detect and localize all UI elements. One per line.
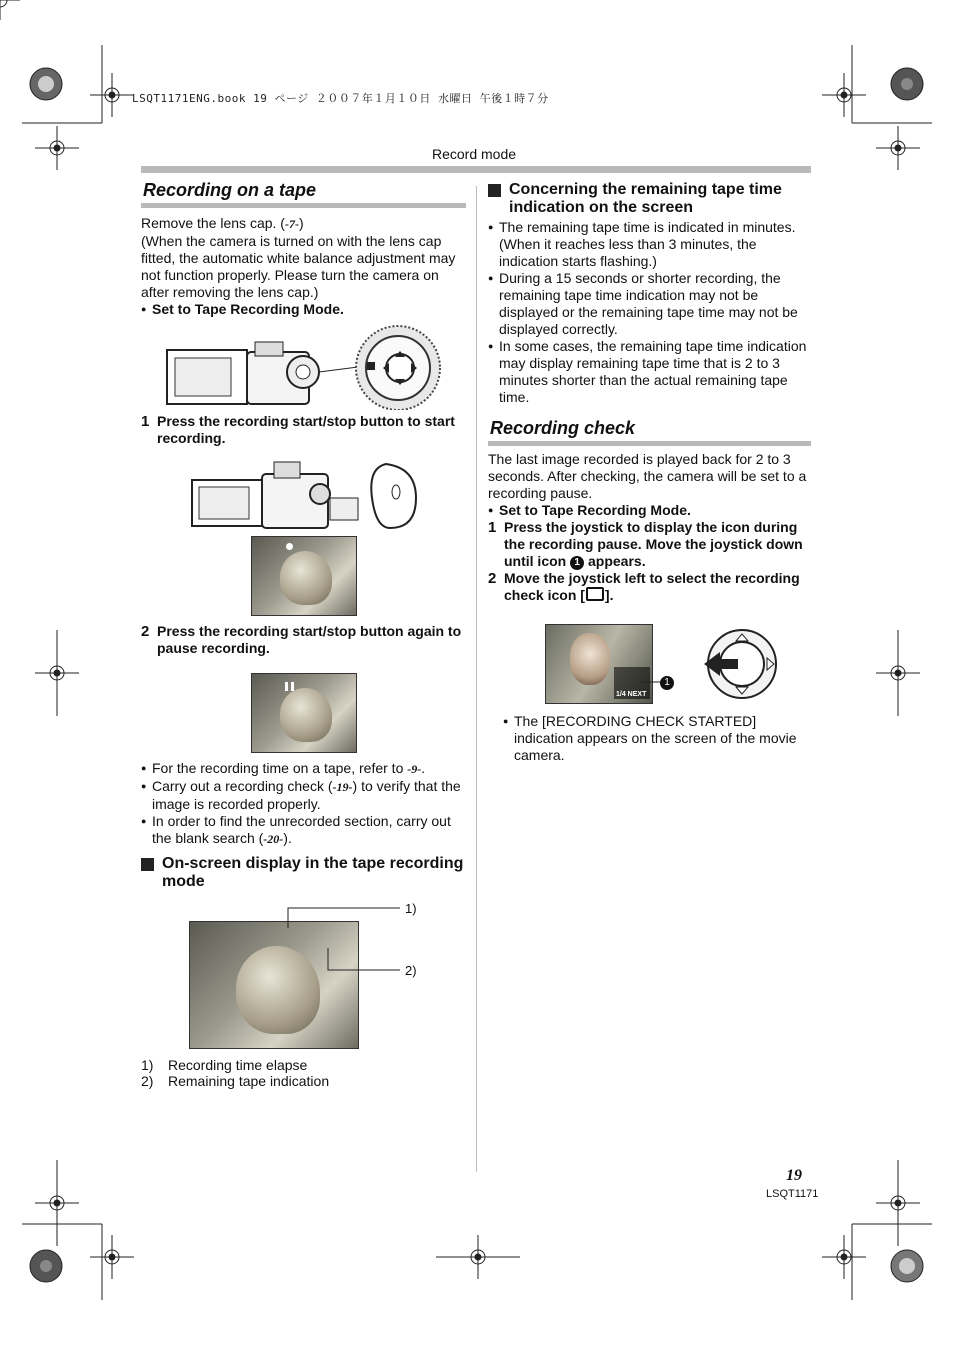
- column-divider: [476, 186, 477, 1172]
- page-ref[interactable]: -19-: [332, 780, 353, 794]
- page-ref[interactable]: -7-: [284, 217, 299, 231]
- note-recording-time: ● For the recording time on a tape, refer to -9-.: [141, 760, 466, 778]
- square-bullet-icon: [141, 858, 154, 871]
- left-column: [141, 179, 466, 318]
- intro-note: (When the camera is turned on with the lens cap fitted, the automatic white balance adjustment may not function properly. Please turn the camera on after removing the lens cap.): [141, 233, 456, 300]
- check-step-2: 2 Move the joystick left to select the recording check icon [ ].: [488, 570, 800, 603]
- check-step-1: 1 Press the joystick to display the icon during the recording pause. Move the joystick down until icon 1 appears.: [488, 519, 803, 569]
- recording-check-note: ● The [RECORDING CHECK STARTED] indication appears on the screen of the movie camera.: [503, 713, 815, 764]
- callout-number-icon: 1: [660, 676, 674, 690]
- photo-dog-recording: [251, 536, 357, 616]
- callout-number-icon: 1: [570, 556, 584, 570]
- photo-dog-paused: [251, 673, 357, 753]
- onscreen-legend: [141, 1057, 466, 1089]
- document-code: LSQT1171: [766, 1188, 819, 1200]
- joystick-left-illustration: [700, 626, 782, 702]
- intro-text: Remove the lens cap. (-7-): [141, 215, 304, 231]
- step-text: Press the recording start/stop button to start recording.: [157, 413, 455, 446]
- callout-lines: [280, 900, 410, 980]
- step-number: 2: [141, 623, 150, 640]
- callout-label-2: 2): [405, 963, 417, 978]
- subheading-remaining-tape: Concerning the remaining tape time indication on the screen: [488, 181, 811, 217]
- subheading-onscreen-display: On-screen display in the tape recording mode: [141, 855, 466, 891]
- legend-item: 1) Recording time elapse: [141, 1057, 308, 1073]
- remaining-tape-note: ● In some cases, the remaining tape time indication may display remaining tape time that is 2 to 3 minutes shorter than the actual remaining tape time.: [488, 338, 811, 406]
- screen-label: 1/4 NEXT: [616, 691, 647, 698]
- camera-start-button-illustration: [190, 458, 440, 536]
- section-title: Record mode: [432, 146, 517, 162]
- recording-check-intro: The last image recorded is played back for 2 to 3 seconds. After checking, the camera will be set to a recording pause.: [488, 451, 807, 501]
- page-number: 19: [786, 1167, 802, 1184]
- right-column: [488, 181, 811, 604]
- page-ref[interactable]: -20-: [263, 832, 284, 846]
- heading-recording-on-tape: Recording on a tape: [141, 179, 466, 208]
- set-mode-instruction: ● Set to Tape Recording Mode.: [488, 502, 811, 519]
- square-bullet-icon: [488, 184, 501, 197]
- remaining-tape-note: ● During a 15 seconds or shorter recording, the remaining tape time indication may not be displayed or the remaining tape time may not be displayed correctly.: [488, 270, 811, 338]
- set-mode-instruction: ● Set to Tape Recording Mode.: [141, 301, 466, 318]
- step-text: Press the recording start/stop button again to pause recording.: [157, 623, 462, 656]
- step-2: [141, 623, 466, 657]
- pause-icon: [285, 682, 294, 691]
- print-header: LSQT1171ENG.book 19 ページ ２００７年１月１０日 水曜日 午後１時７分: [132, 92, 549, 105]
- legend-item: 2) Remaining tape indication: [141, 1073, 330, 1089]
- note-blank-search: ● In order to find the unrecorded section, carry out the blank search (-20-).: [141, 813, 466, 848]
- page-ref[interactable]: -9-: [407, 762, 422, 776]
- camera-mode-dial-illustration: [163, 322, 445, 410]
- header-bar: [141, 166, 811, 173]
- step-number: 1: [141, 413, 150, 430]
- note-recording-check: ● Carry out a recording check (-19-) to verify that the image is recorded properly.: [141, 778, 466, 813]
- left-notes: [141, 760, 466, 891]
- heading-recording-check: Recording check: [488, 417, 811, 446]
- recording-check-icon: [586, 587, 604, 601]
- photo-woman-screen: [545, 624, 653, 704]
- step-1: [141, 413, 466, 447]
- callout-label-1: 1): [405, 901, 417, 916]
- remaining-tape-note: ● The remaining tape time is indicated in minutes. (When it reaches less than 3 minutes, the indication starts flashing.): [488, 219, 811, 270]
